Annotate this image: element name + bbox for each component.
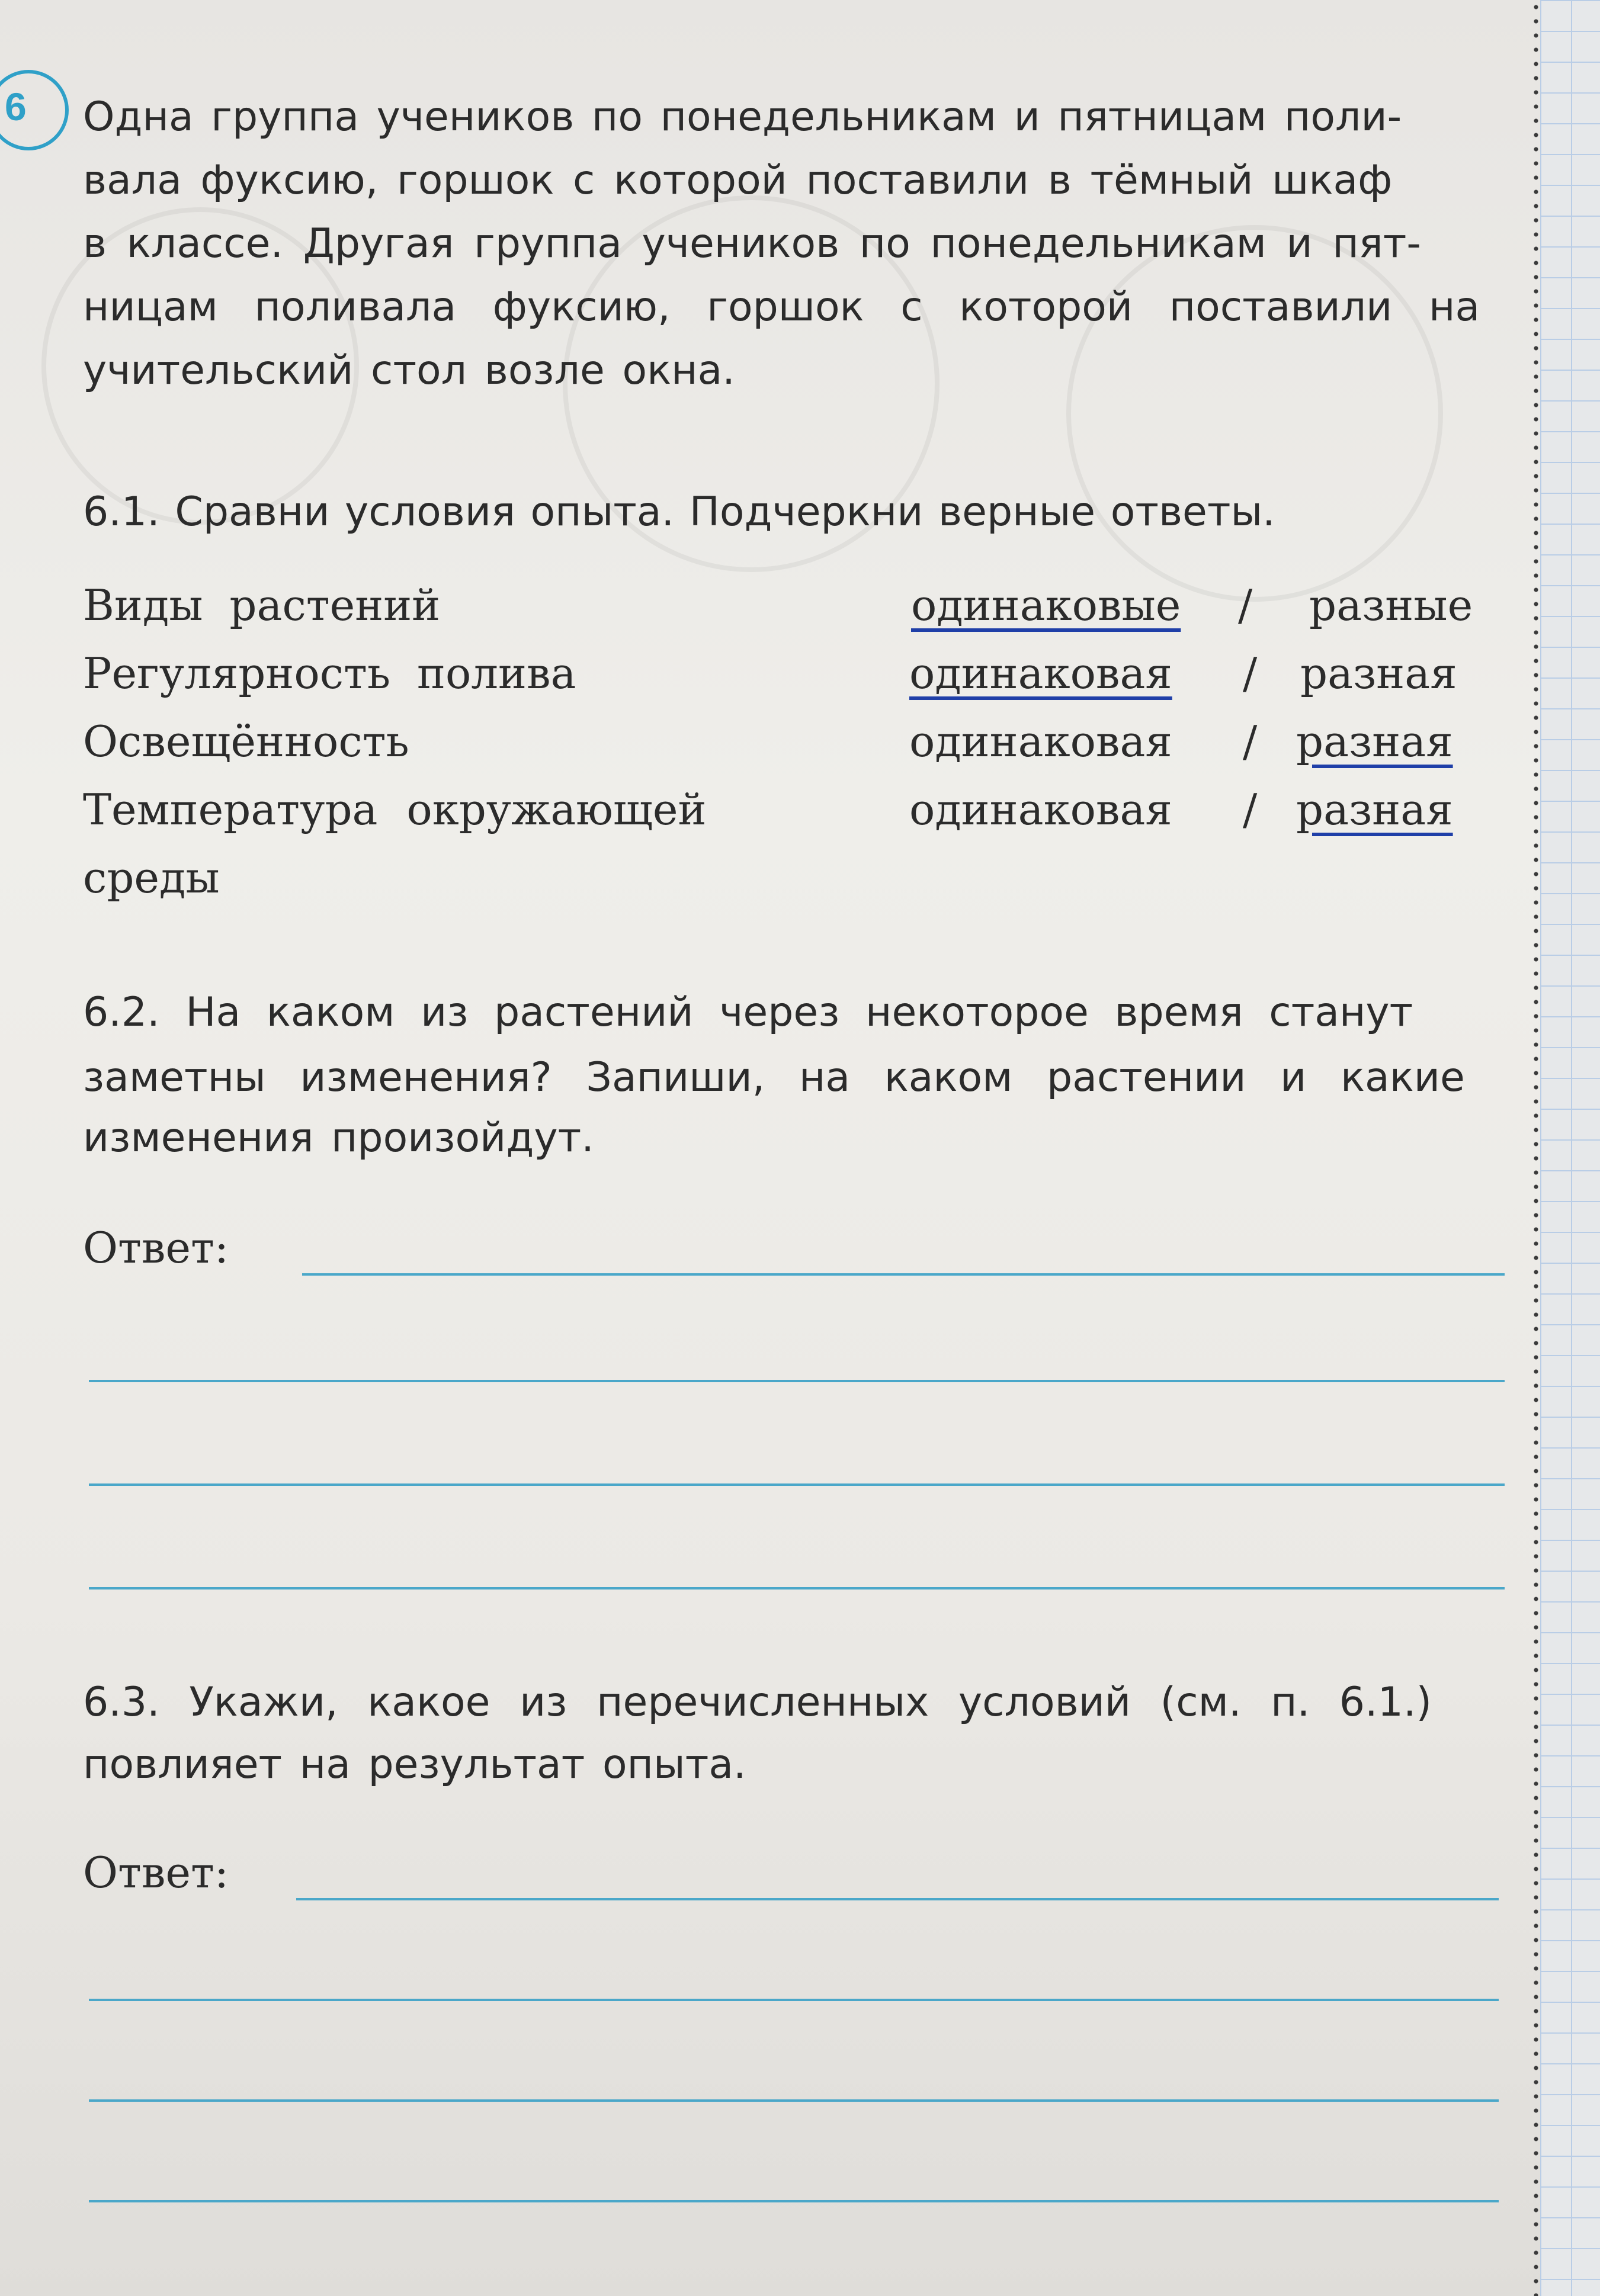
q62-answer-label: Ответ: [83, 1223, 229, 1273]
intro-line-3: в классе. Другая группа учеников по понедельникам и пят- [83, 220, 1421, 267]
intro-line-5: учительский стол возле окна. [83, 347, 735, 394]
q62-line-3: изменения произойдут. [83, 1115, 594, 1161]
q61-row1-opt1[interactable]: одинаковые [911, 580, 1181, 630]
q63-line-2: повлияет на результат опыта. [83, 1741, 746, 1788]
q62-line-1: 6.2. На каком из растений через некоторое время станут [83, 989, 1413, 1036]
q62-answer-line-2[interactable] [89, 1380, 1505, 1382]
q61-row4-opt1[interactable]: одинаковая [909, 785, 1172, 834]
faded-circle-illustration-right [1066, 225, 1443, 602]
q61-row4-opt2[interactable]: разная [1296, 785, 1453, 834]
q63-answer-line-4[interactable] [89, 2200, 1499, 2202]
q63-answer-label: Ответ: [83, 1848, 229, 1897]
q61-row2-opt1[interactable]: одинаковая [909, 648, 1172, 698]
q61-row1-label: Виды растений [83, 580, 441, 630]
q63-answer-line-2[interactable] [89, 1999, 1499, 2001]
q62-line-2: заметны изменения? Запиши, на каком растении и какие [83, 1054, 1465, 1101]
q63-line-1: 6.3. Укажи, какое из перечисленных условий (см. п. 6.1.) [83, 1679, 1432, 1726]
grid-paper-edge [1540, 0, 1600, 2296]
q61-row3-opt2[interactable]: разная [1296, 717, 1453, 766]
q61-row2-label: Регулярность полива [83, 648, 576, 698]
q61-row1-sep: / [1238, 580, 1253, 630]
q61-row3-sep: / [1243, 717, 1258, 766]
q61-row3-opt1[interactable]: одинаковая [909, 717, 1172, 766]
intro-line-1: Одна группа учеников по понедельникам и пятницам поли- [83, 94, 1402, 140]
q62-answer-line-3[interactable] [89, 1483, 1505, 1486]
task-number: 6 [5, 85, 27, 129]
q61-row2-opt2[interactable]: разная [1300, 648, 1457, 698]
q63-answer-line-3[interactable] [89, 2099, 1499, 2102]
q61-row3-label: Освещённость [83, 717, 409, 766]
q61-row2-sep: / [1243, 648, 1258, 698]
q62-answer-line-1[interactable] [302, 1273, 1505, 1276]
q61-heading: 6.1. Сравни условия опыта. Подчеркни верные ответы. [83, 489, 1275, 535]
q61-row4-label: Температура окружающей [83, 785, 707, 834]
intro-line-2: вала фуксию, горшок с которой поставили в тёмный шкаф [83, 157, 1393, 204]
q61-row4-label-cont: среды [83, 853, 220, 903]
q63-answer-line-1[interactable] [296, 1898, 1499, 1900]
q61-row4-sep: / [1243, 785, 1258, 834]
q62-answer-line-4[interactable] [89, 1587, 1505, 1589]
q61-row1-opt2[interactable]: разные [1309, 580, 1473, 630]
intro-line-4: ницам поливала фуксию, горшок с которой поставили на [83, 284, 1480, 330]
binding-perforation [1533, 0, 1539, 2296]
